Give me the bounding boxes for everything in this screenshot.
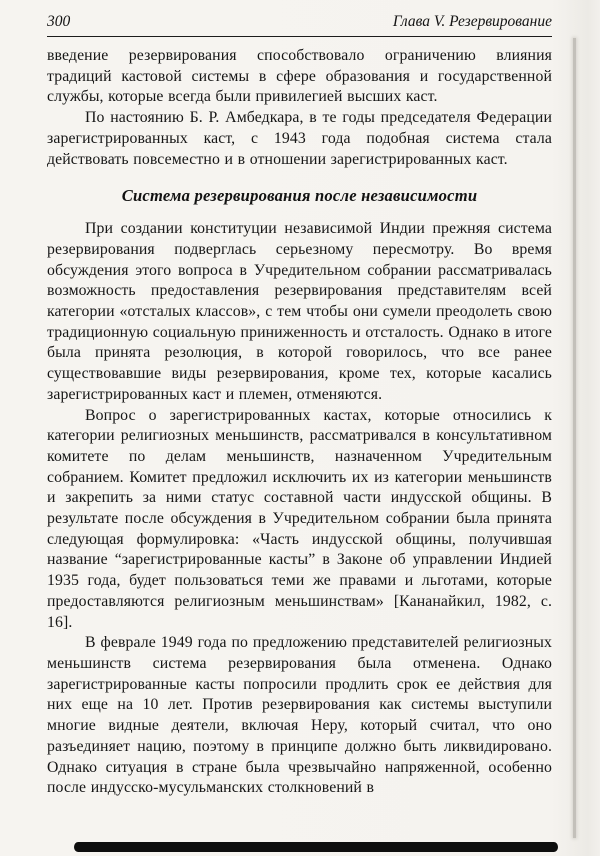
section-heading: Система резервирования после независимости	[121, 186, 478, 206]
chapter-title: Глава V. Резервирование	[392, 13, 552, 30]
scan-artifact-right-edge	[573, 38, 576, 838]
paragraph-continuation: введение резервирования способствовало ограничению влияния традиций кастовой системы в сфере образования и государственной службы, которые всегда были привилегией высших каст.	[47, 47, 552, 106]
paragraph: По настоянию Б. Р. Амбедкара, в те годы председателя Федерации зарегистрированных каст, с 1943 года подобная система стала действовать повсеместно и в отношении зарегистрированных каст.	[47, 109, 552, 168]
header-divider	[47, 36, 552, 37]
paragraph: При создании конституции независимой Индии прежняя система резервирования подверглась серьезному пересмотру. Во время обсуждения этого вопроса в Учредительном собрании рассматривалась возможность предоставления резервирования представителям всей категории «отсталых классов», с тем чтобы они сумели преодолеть свою традиционную социальную приниженность и отсталость. Однако в итоге была принята резолюция, в которой говорилось, что все ранее существовавшие виды резервирования, кроме тех, которые касались зарегистрированных каст и племен, отменяются.	[47, 220, 552, 403]
scan-artifact-bottom-bar	[74, 842, 558, 852]
paragraph: Вопрос о зарегистрированных кастах, которые относились к категории религиозных меньшинств, рассматривался в консультативном комитете по делам меньшинств, назначенном Учредительным собранием. Комитет предложил исключить их из категории меньшинств и закрепить за ними статус составной части индусской общины. В результате после обсуждения в Учредительном собрании была принята следующая формулировка: «Часть индусской общины, получившая название “зарегистрированные касты” в Законе об управлении Индией 1935 года, будет пользоваться теми же правами и льготами, которые предоставляются религиозным меньшинствам» [Кананайкил, 1982, с. 16].	[47, 406, 552, 631]
paragraph: В феврале 1949 года по предложению представителей религиозных меньшинств система резервирования была отменена. Однако зарегистрированные касты попросили продлить срок ее действия для них еще на 10 лет. Против резервирования как системы выступили многие видные деятели, включая Неру, который считал, что оно разъединяет нацию, поэтому в принципе должно быть ликвидировано. Однако ситуация в стране была чрезвычайно напряженной, особенно после индусско-мусульманских столкновений в	[47, 634, 552, 797]
page-number: 300	[47, 13, 71, 30]
page-body	[47, 46, 552, 799]
page-header	[47, 13, 552, 31]
